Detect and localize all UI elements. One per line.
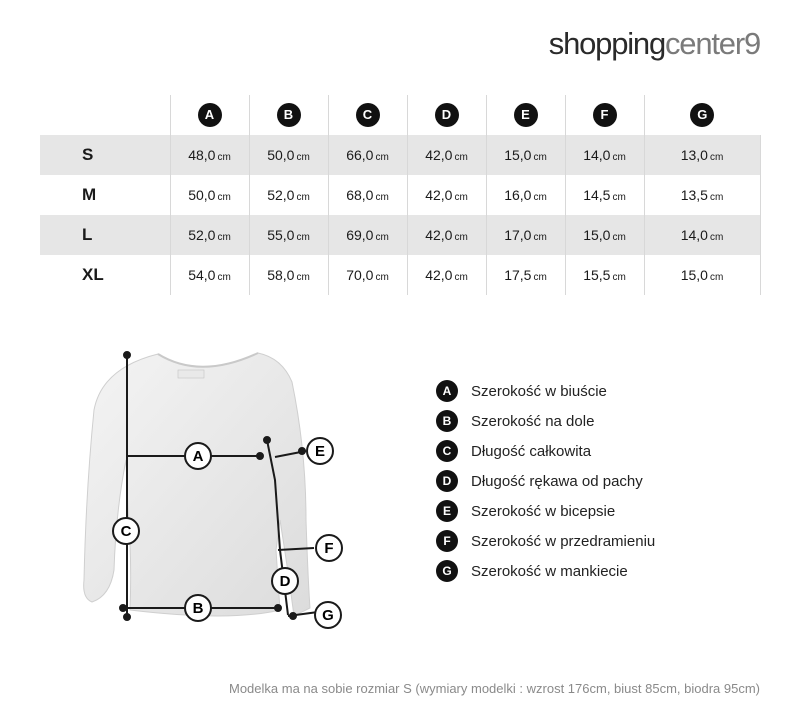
measurement-value: 68,0 [346,187,374,203]
legend-item [436,496,655,526]
legend-item [436,376,655,406]
table-row [40,255,760,295]
table-row [40,215,760,255]
measurement-value: 66,0 [346,147,374,163]
measurement-unit: cm [533,192,547,203]
measurement-cell [407,135,486,175]
size-table-body [40,135,760,295]
measurement-cell [565,135,644,175]
legend-badge: B [436,410,458,432]
header-col-e [486,95,565,135]
size-label: XL [82,265,104,284]
measurement-value: 15,0 [680,267,708,283]
measurement-unit: cm [533,272,547,283]
shirt-tag [178,370,204,378]
measurement-value: 17,5 [504,267,532,283]
diagram-label-c: C [120,523,132,540]
header-col-a [170,95,249,135]
table-row [40,135,760,175]
measurement-cell [644,135,760,175]
size-label: L [40,215,170,255]
size-label: S [40,135,170,175]
measurement-cell [486,175,565,215]
measurement-unit: cm [296,152,310,163]
measurement-value: 48,0 [188,147,216,163]
table-row [40,175,760,215]
brand-logo [549,26,760,62]
measure-dot-e [299,448,305,454]
measurement-cell [644,255,760,295]
header-col-f [565,95,644,135]
legend-badge: G [436,560,458,582]
measurement-cell [644,215,760,255]
measurement-cell [407,215,486,255]
measurement-value: 13,5 [680,187,708,203]
size-label: M [82,185,97,204]
measurement-value: 42,0 [425,227,453,243]
measurement-unit: cm [612,192,626,203]
measurement-cell [328,255,407,295]
legend-text: Długość rękawa od pachy [471,472,643,490]
measurement-value: 54,0 [188,267,216,283]
model-note: Modelka ma na sobie rozmiar S (wymiary modelki : wzrost 176cm, biust 85cm, biodra 95cm) [228,681,760,696]
measurement-cell [170,215,249,255]
measurement-value: 52,0 [267,187,295,203]
legend-badge: F [436,530,458,552]
measurement-cell [644,175,760,215]
measurement-value: 16,0 [504,187,532,203]
measurement-cell [249,255,328,295]
measurement-unit: cm [533,152,547,163]
measurement-unit: cm [612,152,626,163]
header-size-cell [40,95,170,135]
measurement-value: 55,0 [267,227,295,243]
measurement-legend [436,376,655,586]
measurement-unit: cm [375,152,389,163]
measurement-unit: cm [454,232,468,243]
measurement-value: 15,0 [583,227,611,243]
legend-text: Szerokość w przedramieniu [471,532,656,550]
legend-badge: E [436,500,458,522]
measurement-cell [328,215,407,255]
legend-badge: A [436,380,458,402]
legend-text: Szerokość w biuście [471,382,607,400]
diagram-label-a: A [192,448,204,465]
measure-dot-b-left [120,605,126,611]
measurement-value: 14,0 [583,147,611,163]
measurement-cell [407,255,486,295]
measurement-unit: cm [296,272,310,283]
measurement-cell [170,175,249,215]
measurement-value: 13,0 [680,147,708,163]
measurement-value: 52,0 [188,227,216,243]
measurement-cell [565,175,644,215]
measurement-cell [328,175,407,215]
measure-line-f [278,548,314,550]
diagram-label-b: B [192,600,204,617]
legend-item [436,556,655,586]
legend-text: Długość całkowita [471,442,592,460]
measurement-value: 15,0 [504,147,532,163]
measurement-unit: cm [454,272,468,283]
legend-item [436,436,655,466]
measurement-unit: cm [217,192,231,203]
legend-text: Szerokość w bicepsie [471,502,616,520]
measure-dot-b-right [275,605,281,611]
measurement-cell [249,175,328,215]
shirt-diagram [70,340,370,640]
legend-badge: D [436,470,458,492]
measurement-unit: cm [709,272,724,283]
measure-dot-a [257,453,263,459]
measurement-unit: cm [217,232,231,243]
measurement-value: 50,0 [188,187,216,203]
measurement-value: 69,0 [346,227,374,243]
measurement-cell [170,255,249,295]
measure-dot-d-top [264,437,270,443]
measurement-unit: cm [709,192,724,203]
badge-b: B [277,103,301,127]
badge-c: C [356,103,380,127]
badge-a: A [198,103,222,127]
legend-item [436,466,655,496]
measurement-unit: cm [612,232,626,243]
brand-part-1: shopping [548,26,665,61]
measurement-unit: cm [375,192,389,203]
measurement-cell [249,135,328,175]
header-col-c [328,95,407,135]
diagram-label-d: D [279,573,291,590]
header-col-g [644,95,760,135]
header-col-b [249,95,328,135]
measurement-unit: cm [296,232,310,243]
brand-part-2: center9 [665,26,760,61]
measurement-value: 70,0 [346,267,374,283]
measurement-cell [249,215,328,255]
diagram-label-g: G [322,607,334,624]
legend-item [436,406,655,436]
badge-e: E [514,103,538,127]
measurement-unit: cm [454,152,468,163]
measurement-unit: cm [375,272,389,283]
measurement-cell [565,255,644,295]
measurement-value: 14,5 [583,187,611,203]
measurement-cell [486,255,565,295]
badge-f: F [593,103,617,127]
measurement-unit: cm [709,152,724,163]
measurement-cell [486,135,565,175]
measurement-value: 58,0 [267,267,295,283]
legend-text: Szerokość na dole [471,412,595,430]
measure-dot-c-bottom [124,614,130,620]
legend-item [436,526,655,556]
measurement-cell [170,135,249,175]
measurement-unit: cm [375,232,389,243]
measurement-value: 14,0 [680,227,708,243]
measurement-unit: cm [296,192,310,203]
measurement-unit: cm [454,192,468,203]
measurement-cell [328,135,407,175]
measure-dot-c-top [124,352,130,358]
diagram-label-e: E [314,443,326,460]
measurement-value: 42,0 [425,187,453,203]
measure-dot-g [290,613,296,619]
header-col-d [407,95,486,135]
measurement-cell [486,215,565,255]
measurement-value: 42,0 [425,147,453,163]
legend-text: Szerokość w mankiecie [471,562,628,580]
measurement-cell [407,175,486,215]
badge-g: G [690,103,714,127]
measurement-value: 15,5 [583,267,611,283]
table-header-row [40,95,760,135]
measurement-unit: cm [217,152,231,163]
badge-d: D [435,103,459,127]
measurement-unit: cm [709,232,724,243]
legend-badge: C [436,440,458,462]
measurement-value: 17,0 [504,227,532,243]
measurement-unit: cm [533,232,547,243]
size-table [40,95,760,295]
measurement-value: 50,0 [267,147,295,163]
measurement-value: 42,0 [425,267,453,283]
diagram-label-f: F [324,540,334,557]
measurement-unit: cm [612,272,626,283]
measurement-cell [565,215,644,255]
measurement-unit: cm [217,272,231,283]
